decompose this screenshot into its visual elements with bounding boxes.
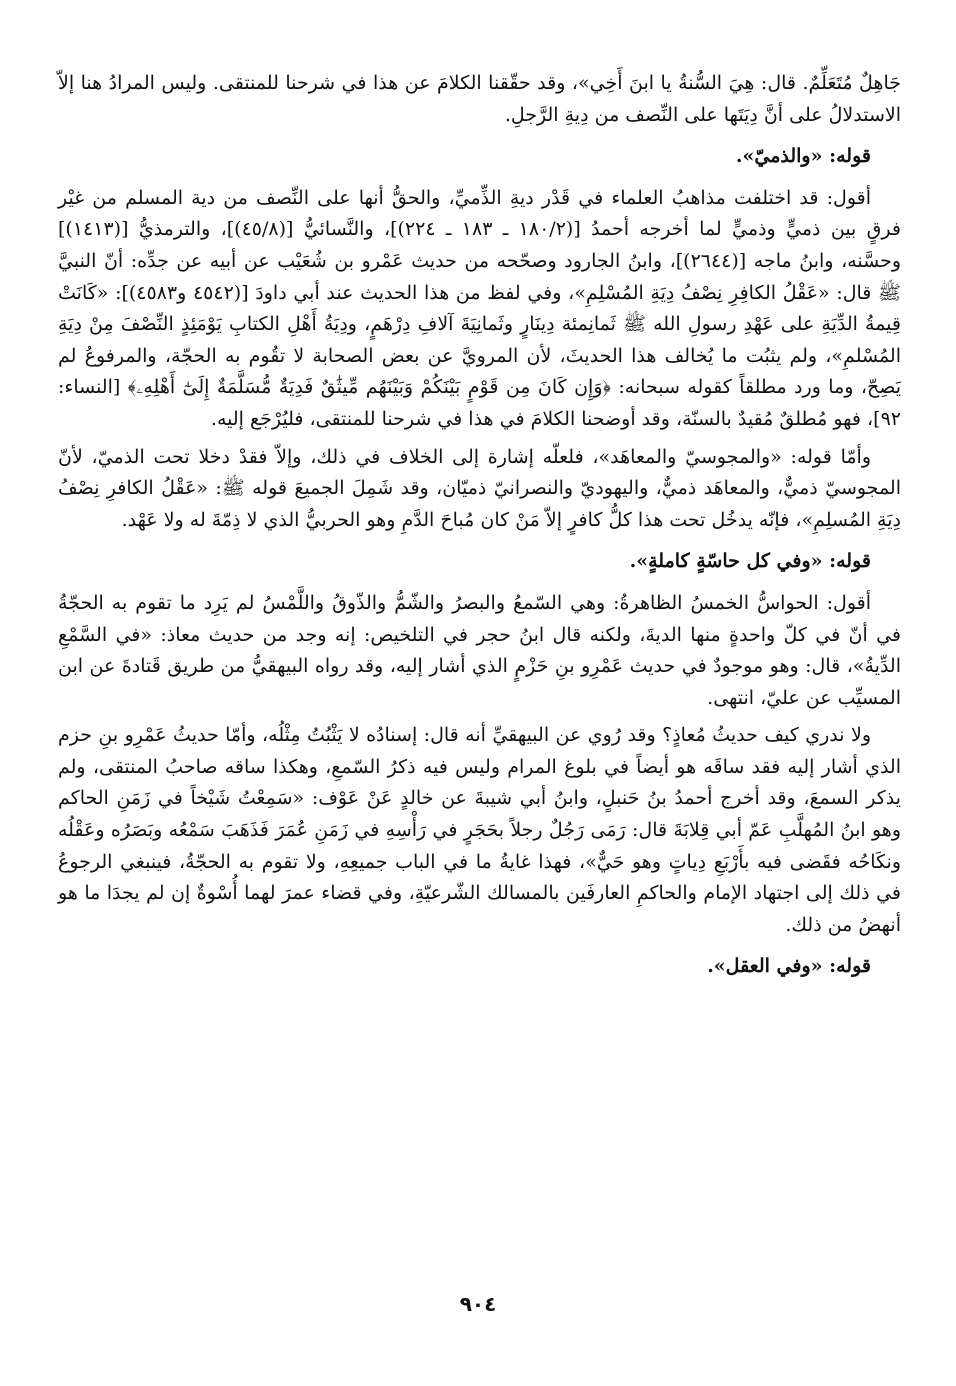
paragraph-dhimmi-diya: أقول: قد اختلفت مذاهبُ العلماء في قَدْر ديةِ الذِّميِّ، والحقُّ أنها على النِّصف من دية المسلم من غيْر فرقٍ بين ذميٍّ وذميٍّ لما أخرجه أحمدُ [(١٨٠/٢ ـ ١٨٣ ـ ٢٢٤)]، والنَّسائيُّ [(٤٥/٨)]، والترمذيُّ [(١٤١٣)] وحسَّنه، وابنُ ماجه [(٢٦٤٤)]، وابنُ الجارود وصحّحه من حديث عَمْرو بن شُعَيْب عن أبيه عن جدِّه: أنّ النبيَّ ﷺ قال: «عَقْلُ الكافِرِ نِصْفُ دِيَةِ المُسْلِمِ»، وفي لفظ من هذا الحديث عند أبي داودَ [(٤٥٤٢ و٤٥٨٣)]: «كَانَتْ قِيمةُ الدِّيَةِ على عَهْدِ رسولِ الله ﷺ ثَمانِمئة دِينَارٍ وثَمانِيَةَ آلافِ دِرْهَمٍ، ودِيَةُ أَهْلِ الكتابِ يَوْمَئِذٍ النِّصْفَ مِنْ دِيَةِ المُسْلمِ»، ولم يثبُت ما يُخالف هذا الحديثَ، لأن المرويَّ عن بعض الصحابة لا تقُوم به الحجّة، والمرفوعُ لم يَصِحّ، وما ورد مطلقاً كقوله سبحانه: ﴿وَإِن كَانَ مِن قَوْمٍ بَيْنَكُمْ وَبَيْنَهُم مِّيثَٰقٌ فَدِيَةٌ مُّسَلَّمَةٌ إِلَىٰٓ أَهْلِهِۦ﴾ [النساء: ٩٢]، فهو مُطلقٌ مُقيدٌ بالسنّة، وقد أوضحنا الكلامَ في هذا في شرحنا للمنتقى، فليُرْجَع إليه. [58,186,902,430]
heading-senses: قوله: «وفي كل حاسّةٍ كاملةٍ». [629,550,871,573]
paragraph-majusi-muahad: وأمّا قوله: «والمجوسيّ والمعاهَد»، فلعلّه إشارة إلى الخلاف في ذلك، وإلاّ فقدْ دخلا تحت الذميّ، لأنّ المجوسيّ ذميٌّ، والمعاهَد ذميٌّ، واليهوديّ والنصرانيّ ذميّان، وقد شَمِلَ الجميعَ قوله ﷺ: «عَقْلُ الكافرِ نِصْفُ دِيَةِ المُسلِمِ»، فإنّه يدخُل تحت هذا كلُّ كافرٍ إلاّ مَنْ كان مُباحَ الدَّمِ وهو الحربيُّ الذي لا ذِمّةَ له ولا عَهْد. [58,445,901,531]
page-body [58,68,901,993]
page-number: ٩٠٤ [459,1292,497,1316]
paragraph-muadh-hadith: ولا ندري كيف حديثُ مُعاذٍ؟ وقد رُوي عن البيهقيِّ أنه قال: إسنادُه لا يَثْبُتُ مِثْلُه، وأمّا حديثُ عَمْرِو بنِ حزم الذي أشار إليه فقد ساقَه هو أيضاً في بلوغ المرام وليس فيه ذكرُ السّمعِ، وهكذا ساقه صاحبُ المنتقى، ولم يذكر السمعَ، وقد أخرج أحمدُ بنُ حَنبلٍ، وابنُ أبي شيبةَ عن خالدٍ عَنْ عَوْف: «سَمِعْتُ شَيْخاً في زَمَنِ الحاكم وهو ابنُ المُهلَّبِ عَمّ أبي قِلابَةَ قال: رَمَى رَجُلٌ رجلاً بحَجَرٍ في رَأْسِهِ في زَمَنِ عُمَرَ فَذَهَبَ سَمْعُه وبَصَرُه وعَقْلُه ونكَاحُه فقَضى فيه بأَرْبَعِ دِياتٍ وهو حَيٌّ»، فهذا غايةُ ما في الباب جميعِهِ، ولا تقوم به الحجّةُ، فينبغي الرجوعُ في ذلك إلى اجتهاد الإمام والحاكمِ العارفَين بالمسالك الشّرعيّةِ، وفي قضاء عمرَ لهما أُسْوةٌ إن لم يجدَا ما هو أنهضُ من ذلك. [58,724,901,936]
paragraph-continuation: جَاهِلٌ مُتَعَلِّمٌ. قال: هِيَ السُّنةُ يا ابنَ أَخِي»، وقد حقّقنا الكلامَ عن هذا في شرحنا للمنتقى. وليس المرادُ هنا إلاّ الاستدلالُ على أنَّ دِيَتَها على النِّصف من دِيةِ الرَّجلِ. [58,72,901,126]
heading-intellect: قوله: «وفي العقل». [707,955,871,978]
paragraph-five-senses: أقول: الحواسُّ الخمسُ الظاهرةُ: وهي السّمعُ والبصرُ والشّمُّ والذّوقُ واللَّمْسُ لم يَرِد ما تقوم به الحجّةُ في أنّ في كلّ واحدةٍ منها الديةَ، ولكنه قال ابنُ حجر في التلخيص: إنه وجد من حديث معاذ: «في السَّمْعِ الدِّيةُ»، قال: وهو موجودٌ في حديث عَمْرِو بنِ حَزْمٍ الذي أشار إليه، وقد رواه البيهقيُّ من طريق قَتادةَ عن ابن المسيِّب عن عليّ، انتهى. [58,591,901,709]
heading-dhimmi: قوله: «والذميّ». [735,145,871,168]
